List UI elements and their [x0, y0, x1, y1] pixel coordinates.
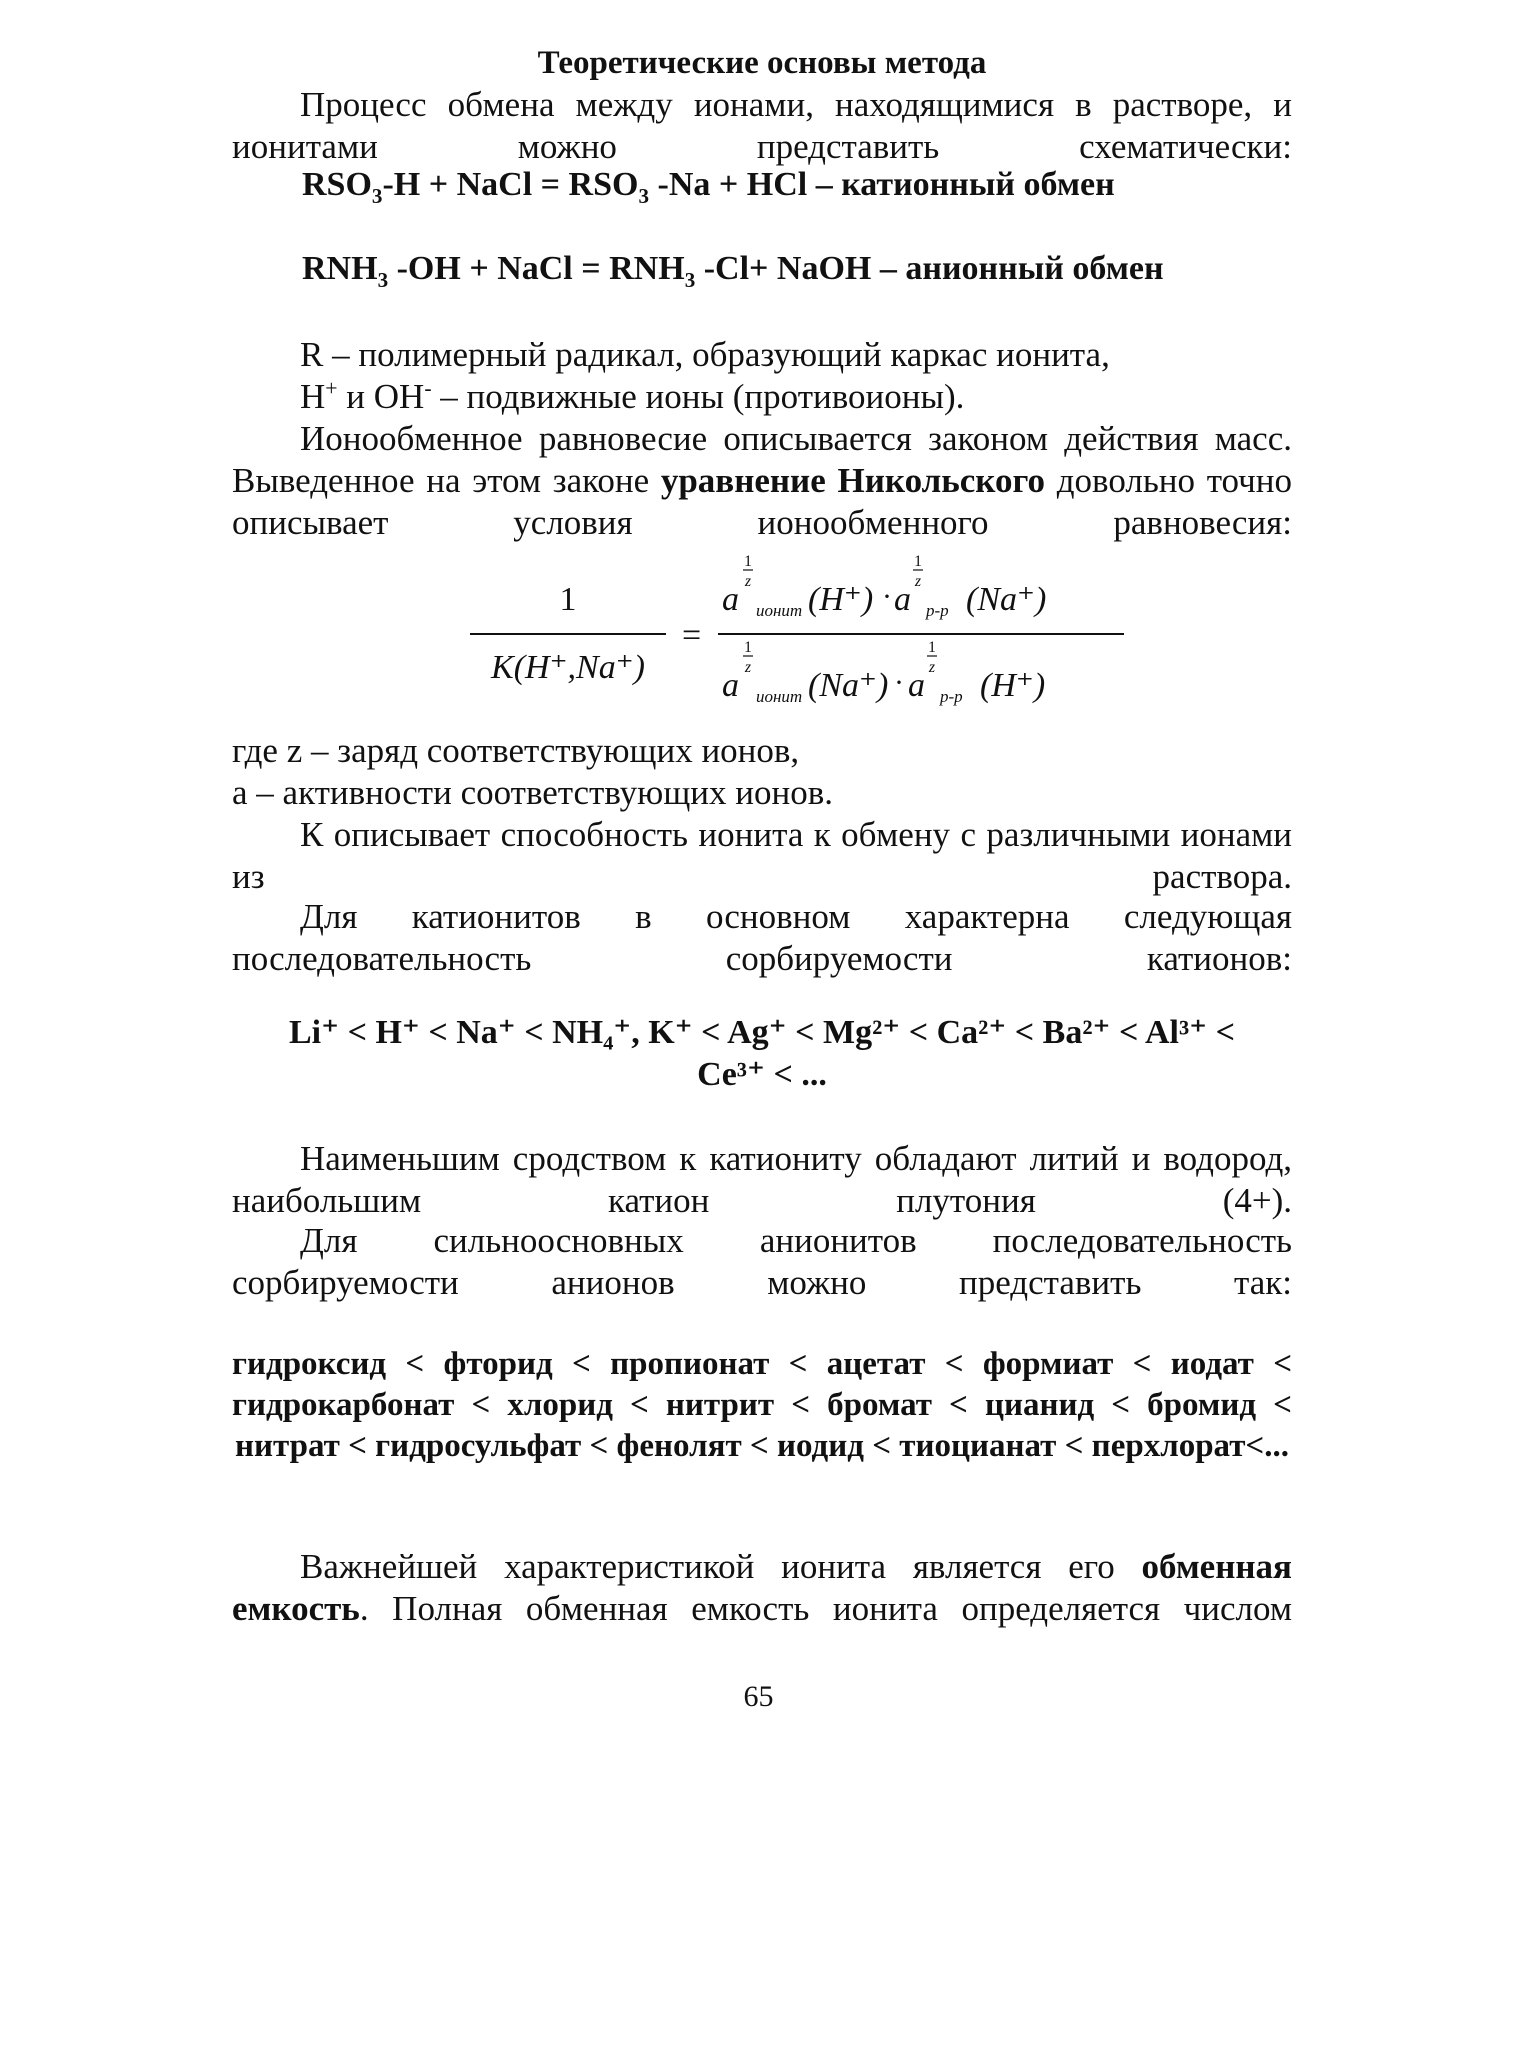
- den-exp1-top: 1: [744, 639, 752, 656]
- num-a1: a: [722, 581, 739, 618]
- page-number: 65: [743, 1680, 774, 1713]
- den-ion1: (Na⁺): [808, 667, 889, 704]
- section-title: Теоретические основы метода: [537, 45, 987, 81]
- cation-series-line2: Ce³⁺ < ...: [697, 1056, 827, 1093]
- num-exp1-bottom: z: [744, 573, 752, 590]
- legend-ions: H+ и OH- – подвижные ионы (противоионы).: [300, 376, 965, 416]
- num-ion2: (Na⁺): [966, 581, 1047, 618]
- intro-paragraph: Процесс обмена между ионами, находящимися в растворе, и ионитами можно представить схематически:: [232, 85, 1292, 166]
- cation-series-line1: Li⁺ < H⁺ < Na⁺ < NH₄⁺, K⁺ < Ag⁺ < Mg²⁺ < Ca²⁺ < Ba²⁺ < Al³⁺ <: [289, 1014, 1235, 1051]
- lhs-denominator: K(H⁺,Na⁺): [491, 649, 645, 686]
- cation-exchange-equation: $RSO_3-H$ + NaCl = $RSO_3$ -Na + HCl – катионный обмен: [302, 166, 1115, 208]
- where-a-line: a – активности соответствующих ионов.: [232, 773, 833, 812]
- den-sub2: р-р: [940, 687, 963, 706]
- num-sub2: р-р: [926, 601, 949, 620]
- num-exp2-top: 1: [914, 553, 922, 570]
- num-sub1: ионит: [756, 601, 803, 620]
- capacity-paragraph: Важнейшей характеристикой ионита является его обменная емкость. Полная обменная емкость ионита определяется числом: [232, 1547, 1292, 1628]
- num-a2: a: [894, 581, 911, 618]
- den-exp2-top: 1: [928, 639, 936, 656]
- anionites-intro-paragraph: Для сильноосновных анионитов последовательность сорбируемости анионов можно представить так:: [232, 1221, 1292, 1302]
- legend-r: R – полимерный радикал, образующий каркас ионита,: [300, 335, 1110, 374]
- equals-sign: =: [682, 617, 702, 654]
- equilibrium-paragraph: Ионообменное равновесие описывается законом действия масс. Выведенное на этом законе уравнение Никольского довольно точно описывает условия ионообменного равновесия:: [232, 419, 1292, 542]
- den-a1: a: [722, 667, 739, 704]
- anion-exchange-equation: $RNH_3$ -OH + NaCl = $RNH_3$ -Cl+ NaOH – анионный обмен: [302, 250, 1164, 292]
- lhs-numerator: 1: [559, 581, 577, 618]
- anion-series: гидроксид < фторид < пропионат < ацетат < формиат < иодат < гидрокарбонат < хлорид < нитрит < бромат < цианид < бромид < нитрат < гидросульфат < фенолят < иодид < тиоцианат < перхлорат<...: [232, 1346, 1292, 1464]
- nikolsky-equation: [460, 548, 1140, 720]
- den-sub1: ионит: [756, 687, 803, 706]
- den-exp1-bottom: z: [744, 659, 752, 676]
- num-ion1: (H⁺): [808, 581, 874, 618]
- where-z-line: где z – заряд соответствующих ионов,: [232, 731, 800, 770]
- cationites-intro-paragraph: Для катионитов в основном характерна следующая последовательность сорбируемости катионов:: [232, 897, 1292, 978]
- num-exp2-bottom: z: [914, 573, 922, 590]
- nikolsky-equation-svg: [460, 548, 1140, 720]
- den-dot: ·: [894, 666, 904, 699]
- den-a2: a: [908, 667, 925, 704]
- den-exp2-bottom: z: [928, 659, 936, 676]
- num-exp1-top: 1: [744, 553, 752, 570]
- num-dot: ·: [882, 580, 892, 613]
- least-affinity-paragraph: Наименьшим сродством к катиониту обладают литий и водород, наибольшим катион плутония (4+).: [232, 1139, 1292, 1220]
- k-describes-paragraph: К описывает способность ионита к обмену с различными ионами из раствора.: [232, 815, 1292, 896]
- den-ion2: (H⁺): [980, 667, 1046, 704]
